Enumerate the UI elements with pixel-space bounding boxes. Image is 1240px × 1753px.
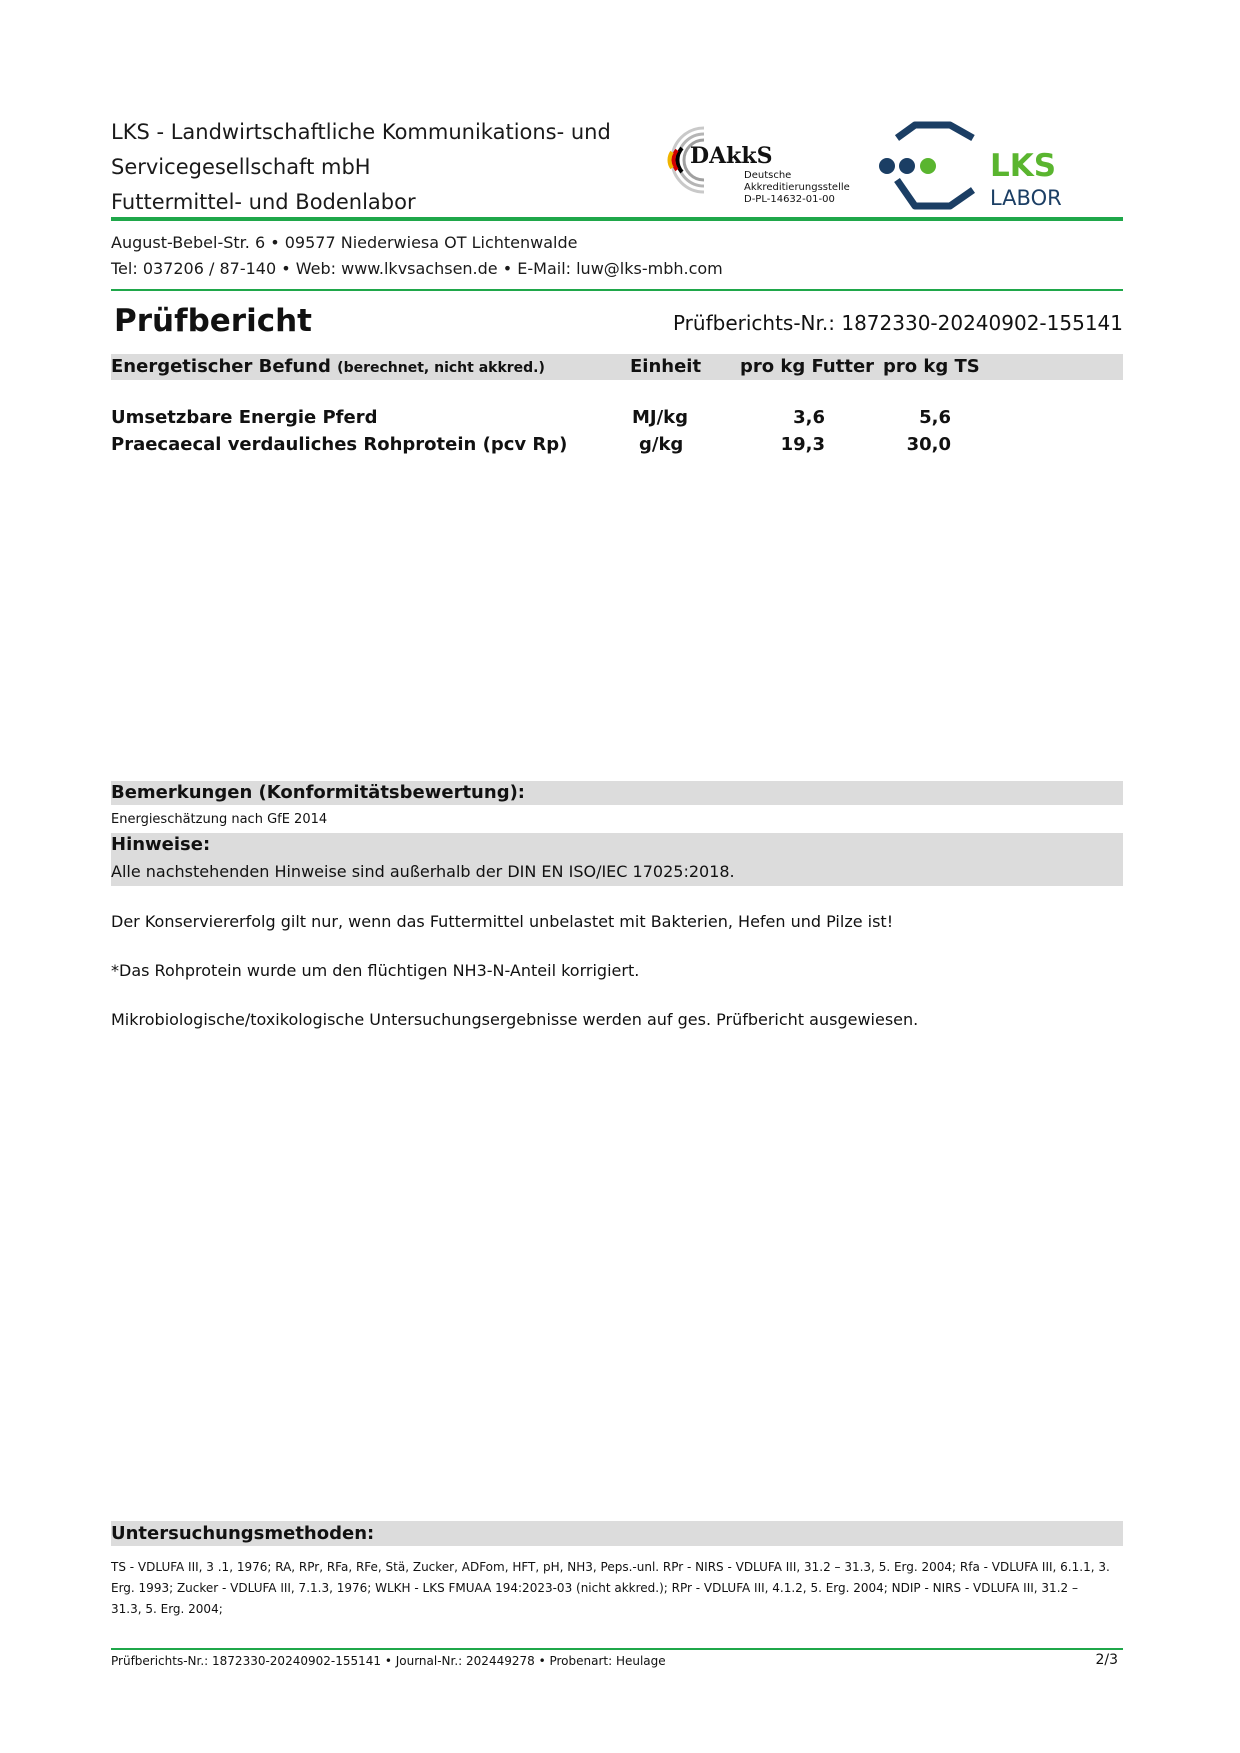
table-row-label: Praecaecal verdauliches Rohprotein (pcv Rp) [111, 434, 568, 455]
table-header-label: Energetischer Befund (berechnet, nicht akkred.) [111, 356, 545, 377]
table-row-unit: MJ/kg [632, 407, 689, 428]
table-header-note: (berechnet, nicht akkred.) [337, 360, 545, 376]
lks-labor-logo [875, 120, 1095, 215]
dakks-logo [664, 120, 864, 205]
notes-heading: Hinweise: [111, 834, 211, 855]
remarks-heading: Bemerkungen (Konformitätsbewertung): [111, 782, 525, 803]
address: August-Bebel-Str. 6 • 09577 Niederwiesa OT Lichtenwalde [111, 233, 578, 252]
page-number: 2/3 [1095, 1652, 1118, 1668]
methods-heading: Untersuchungsmethoden: [111, 1523, 375, 1544]
lks-logo-text: LKS [990, 148, 1057, 184]
table-row-unit: g/kg [639, 434, 684, 455]
table-row-per-ts: 5,6 [919, 407, 951, 428]
report-number: Prüfberichts-Nr.: 1872330-20240902-155141 [672, 311, 1123, 335]
dakks-text: Deutsche Akkreditierungsstelle D-PL-14632-01-00 [744, 170, 850, 205]
table-row-label: Umsetzbare Energie Pferd [111, 407, 378, 428]
footer-info: Prüfberichts-Nr.: 1872330-20240902-155141 • Journal-Nr.: 202449278 • Probenart: Heulage [111, 1654, 666, 1668]
column-per-kg-ts: pro kg TS [883, 356, 980, 377]
column-unit: Einheit [630, 356, 702, 377]
notes-line: Mikrobiologische/toxikologische Untersuchungsergebnisse werden auf ges. Prüfbericht ausgewiesen. [111, 1010, 919, 1029]
remarks-text: Energieschätzung nach GfE 2014 [111, 812, 328, 827]
page-title: Prüfbericht [114, 303, 312, 339]
org-name-line2: Servicegesellschaft mbH [111, 155, 371, 179]
header-divider [111, 217, 1123, 221]
contact-info: Tel: 037206 / 87-140 • Web: www.lkvsachsen.de • E-Mail: luw@lks-mbh.com [111, 259, 723, 278]
notes-line: *Das Rohprotein wurde um den flüchtigen NH3-N-Anteil korrigiert. [111, 961, 640, 980]
address-divider [111, 289, 1123, 291]
table-row-per-ts: 30,0 [906, 434, 951, 455]
notes-line: Alle nachstehenden Hinweise sind außerhalb der DIN EN ISO/IEC 17025:2018. [111, 862, 735, 881]
footer-divider [111, 1648, 1123, 1650]
dakks-name: DAkkS [690, 143, 773, 169]
labor-logo-text: LABOR [990, 186, 1062, 210]
lks-emblem-icon [875, 120, 990, 215]
org-name-line1: LKS - Landwirtschaftliche Kommunikations- und [111, 120, 611, 144]
org-name-line3: Futtermittel- und Bodenlabor [111, 190, 416, 214]
methods-text: TS - VDLUFA III, 3 .1, 1976; RA, RPr, RFa, RFe, Stä, Zucker, ADFom, HFT, pH, NH3, Peps.-unl. RPr - NIRS - VDLUFA III, 31.2 – 31.3, 5. Erg. 2004; Rfa - VDLUFA III, 6.1.1, 3. Erg. 1993; Zucker - VDLUFA III, 7.1.3, 1976; WLKH - LKS FMUAA 194:2023-03 (nicht akkred.); RPr - VDLUFA III, 4.1.2, 5. Erg. 2004; NDIP - NIRS - VDLUFA III, 31.2 – 31.3, 5. Erg. 2004; [111, 1560, 1110, 1616]
table-row-per-feed: 3,6 [793, 407, 825, 428]
column-per-kg-feed: pro kg Futter [740, 356, 875, 377]
notes-line: Der Konserviererfolg gilt nur, wenn das Futtermittel unbelastet mit Bakterien, Hefen und Pilze ist! [111, 912, 894, 931]
table-row-per-feed: 19,3 [780, 434, 825, 455]
